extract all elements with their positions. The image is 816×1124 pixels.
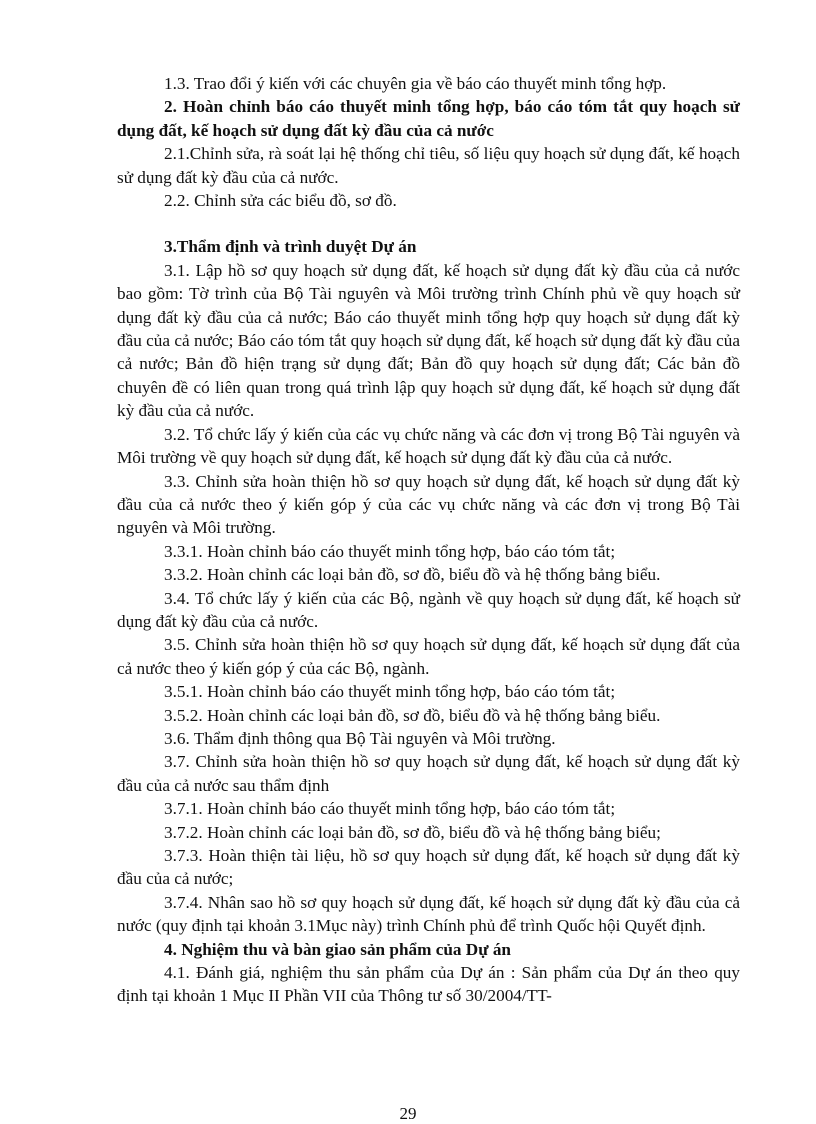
paragraph: 2.1.Chỉnh sửa, rà soát lại hệ thống chỉ tiêu, số liệu quy hoạch sử dụng đất, kế hoạch sử dụng đất kỳ đầu của cả nước. xyxy=(117,144,740,187)
document-body xyxy=(117,72,740,1008)
paragraph: 3.7.3. Hoàn thiện tài liệu, hồ sơ quy hoạch sử dụng đất, kế hoạch sử dụng đất kỳ đầu của cả nước; xyxy=(117,846,740,889)
paragraph: 1.3. Trao đổi ý kiến với các chuyên gia về báo cáo thuyết minh tổng hợp. xyxy=(164,74,667,93)
paragraph: 3.3. Chỉnh sửa hoàn thiện hồ sơ quy hoạch sử dụng đất, kế hoạch sử dụng đất kỳ đầu của cả nước theo ý kiến góp ý của các vụ chức năng và các đơn vị trong Bộ Tài nguyên và Môi trường. xyxy=(117,471,740,538)
paragraph: 3.7. Chỉnh sửa hoàn thiện hồ sơ quy hoạch sử dụng đất, kế hoạch sử dụng đất kỳ đầu của cả nước sau thẩm định xyxy=(117,752,740,795)
section-heading: 3.Thẩm định và trình duyệt Dự án xyxy=(164,237,417,257)
paragraph: 3.6. Thẩm định thông qua Bộ Tài nguyên và Môi trường. xyxy=(164,728,556,748)
paragraph: 3.7.1. Hoàn chỉnh báo cáo thuyết minh tổng hợp, báo cáo tóm tắt; xyxy=(164,799,616,819)
paragraph: 3.5. Chỉnh sửa hoàn thiện hồ sơ quy hoạch sử dụng đất, kế hoạch sử dụng đất của cả nước theo ý kiến góp ý của các Bộ, ngành. xyxy=(117,635,740,678)
paragraph: 3.7.2. Hoàn chỉnh các loại bản đồ, sơ đồ, biểu đồ và hệ thống bảng biểu; xyxy=(164,822,661,842)
paragraph: 4.1. Đánh giá, nghiệm thu sản phẩm của Dự án : Sản phẩm của Dự án theo quy định tại khoản 1 Mục II Phần VII của Thông tư số 30/2004/TT- xyxy=(117,963,740,1006)
paragraph: 3.3.2. Hoàn chỉnh các loại bản đồ, sơ đồ, biểu đồ và hệ thống bảng biểu. xyxy=(164,565,661,585)
paragraph: 3.5.2. Hoàn chỉnh các loại bản đồ, sơ đồ, biểu đồ và hệ thống bảng biểu. xyxy=(164,705,661,725)
section-heading: 4. Nghiệm thu và bàn giao sản phẩm của Dự án xyxy=(164,939,511,959)
paragraph: 3.1. Lập hồ sơ quy hoạch sử dụng đất, kế hoạch sử dụng đất kỳ đầu của cả nước bao gồm: Tờ trình của Bộ Tài nguyên và Môi trường trình Chính phủ về quy hoạch sử dụng đất kỳ đầu của cả nước; Báo cáo thuyết minh tổng hợp quy hoạch sử dụng đất kỳ đầu của cả nước; Báo cáo tóm tắt quy hoạch sử dụng đất, kế hoạch sử dụng đất kỳ đầu của cả nước; Bản đồ hiện trạng sử dụng đất; Bản đồ quy hoạch sử dụng đất; Các bản đồ chuyên đề có liên quan trong quá trình lập quy hoạch sử dụng đất, kế hoạch sử dụng đất kỳ đầu của cả nước. xyxy=(117,260,740,421)
page-number: 29 xyxy=(399,1104,417,1123)
paragraph: 3.3.1. Hoàn chỉnh báo cáo thuyết minh tổng hợp, báo cáo tóm tắt; xyxy=(164,541,616,561)
paragraph: 3.4. Tổ chức lấy ý kiến của các Bộ, ngành về quy hoạch sử dụng đất, kế hoạch sử dụng đất kỳ đầu của cả nước. xyxy=(117,588,740,631)
paragraph: 3.2. Tổ chức lấy ý kiến của các vụ chức năng và các đơn vị trong Bộ Tài nguyên và Môi trường về quy hoạch sử dụng đất, kế hoạch sử dụng đất kỳ đầu của cả nước. xyxy=(117,424,740,468)
paragraph: 3.7.4. Nhân sao hồ sơ quy hoạch sử dụng đất, kế hoạch sử dụng đất kỳ đầu của cả nước (quy định tại khoản 3.1Mục này) trình Chính phủ để trình Quốc hội Quyết định. xyxy=(117,892,740,936)
section-heading: 2. Hoàn chỉnh báo cáo thuyết minh tổng hợp, báo cáo tóm tắt quy hoạch sử dụng đất, kế hoạch sử dụng đất kỳ đầu của cả nước xyxy=(117,97,740,140)
paragraph: 3.5.1. Hoàn chỉnh báo cáo thuyết minh tổng hợp, báo cáo tóm tắt; xyxy=(164,682,616,702)
paragraph: 2.2. Chỉnh sửa các biểu đồ, sơ đồ. xyxy=(164,191,397,211)
